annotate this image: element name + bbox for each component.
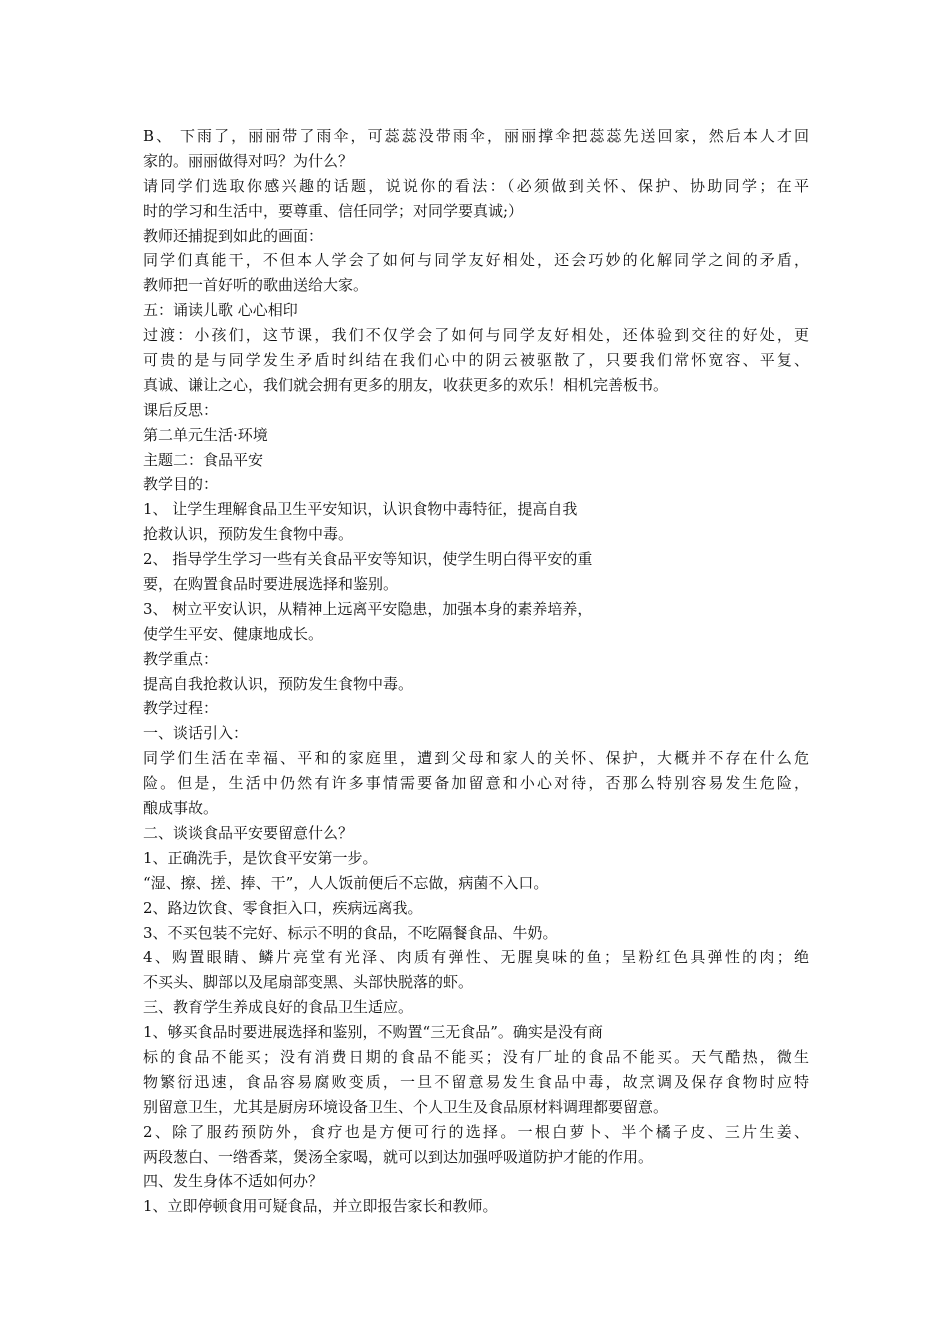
text-line: 一、谈话引入：	[143, 724, 249, 743]
text-line: 真诚、谦让之心，我们就会拥有更多的朋友，收获更多的欢乐！相机完善板书。	[143, 375, 669, 394]
text-line: 可贵的是与同学发生矛盾时纠结在我们心中的阴云被驱散了，只要我们常怀宽容、平复、	[143, 351, 809, 370]
text-line: 五：诵读儿歌 心心相印	[143, 301, 298, 320]
text-line: 第二单元生活·环境	[143, 425, 268, 444]
text-line: 二、谈谈食品平安要留意什么？	[143, 823, 354, 842]
text-line: 过渡：小孩们，这节课，我们不仅学会了如何与同学友好相处，还体验到交往的好处，更	[143, 326, 809, 345]
text-line: 时的学习和生活中，要尊重、信任同学；对同学要真诚;）	[143, 201, 524, 220]
text-line: 3、不买包装不完好、标示不明的食品，不吃隔餐食品、牛奶。	[143, 923, 558, 942]
text-line: 2、 指导学生学习一些有关食品平安等知识，使学生明白得平安的重	[143, 550, 593, 569]
text-line: 家的。丽丽做得对吗？为什么？	[143, 151, 354, 170]
text-line: 要，在购置食品时要进展选择和鉴别。	[143, 575, 399, 594]
text-line: 别留意卫生，尤其是厨房环境设备卫生、个人卫生及食品原材料调理都要留意。	[143, 1097, 669, 1116]
text-line: 请同学们选取你感兴趣的话题，说说你的看法：（必须做到关怀、保护、协助同学；在平	[143, 176, 809, 195]
text-line: 两段葱白、一绺香菜，煲汤全家喝，就可以到达加强呼吸道防护才能的作用。	[143, 1147, 654, 1166]
text-line: 教师把一首好听的歌曲送给大家。	[143, 276, 369, 295]
text-line: 教学过程：	[143, 699, 219, 718]
text-line: 1、正确洗手，是饮食平安第一步。	[143, 848, 378, 867]
text-line: 同学们真能干，不但本人学会了如何与同学友好相处，还会巧妙的化解同学之间的矛盾，	[143, 251, 809, 270]
text-line: 三、教育学生养成良好的食品卫生适应。	[143, 998, 414, 1017]
text-line: 提高自我抢救认识，预防发生食物中毒。	[143, 674, 414, 693]
text-line: 3、 树立平安认识，从精神上远离平安隐患，加强本身的素养培养，	[143, 599, 593, 618]
text-line: 使学生平安、健康地成长。	[143, 624, 324, 643]
text-line: 教学重点：	[143, 649, 219, 668]
text-line: 教师还捕捉到如此的画面：	[143, 226, 324, 245]
text-line: B、 下雨了，丽丽带了雨伞，可蕊蕊没带雨伞，丽丽撑伞把蕊蕊先送回家，然后本人才回	[143, 127, 809, 145]
text-line: 1、够买食品时要进展选择和鉴别，不购置“三无食品”。确实是没有商	[143, 1023, 603, 1042]
text-line: 酿成事故。	[143, 799, 219, 818]
text-line: 2、除了服药预防外，食疗也是方便可行的选择。一根白萝卜、半个橘子皮、三片生姜、	[143, 1122, 809, 1141]
text-line: 险。但是，生活中仍然有许多事情需要备加留意和小心对待，否那么特别容易发生危险，	[143, 774, 809, 793]
text-line: 主题二：食品平安	[143, 450, 264, 469]
text-line: 2、路边饮食、零食拒入口，疾病远离我。	[143, 898, 423, 917]
text-line: 标的食品不能买；没有消费日期的食品不能买；没有厂址的食品不能买。天气酷热，微生	[143, 1047, 809, 1066]
text-line: 1、 让学生理解食品卫生平安知识，认识食物中毒特征，提高自我	[143, 500, 578, 519]
text-line: “湿、擦、搓、捧、干”，人人饭前便后不忘做，病菌不入口。	[143, 873, 549, 892]
document-body	[143, 124, 809, 1219]
text-line: 4、购置眼睛、鳞片亮堂有光泽、肉质有弹性、无腥臭味的鱼；呈粉红色具弹性的肉；绝	[143, 948, 809, 967]
text-line: 课后反思：	[143, 400, 219, 419]
text-line: 不买头、脚部以及尾扇部变黑、头部快脱落的虾。	[143, 973, 474, 992]
text-line: 四、发生身体不适如何办？	[143, 1172, 324, 1191]
text-line: 教学目的：	[143, 475, 219, 494]
text-line: 抢救认识，预防发生食物中毒。	[143, 525, 354, 544]
text-line: 物繁衍迅速，食品容易腐败变质，一旦不留意易发生食品中毒，故烹调及保存食物时应特	[143, 1072, 809, 1091]
text-line: 1、立即停顿食用可疑食品，并立即报告家长和教师。	[143, 1197, 498, 1216]
text-line: 同学们生活在幸福、平和的家庭里，遭到父母和家人的关怀、保护，大概并不存在什么危	[143, 749, 809, 768]
